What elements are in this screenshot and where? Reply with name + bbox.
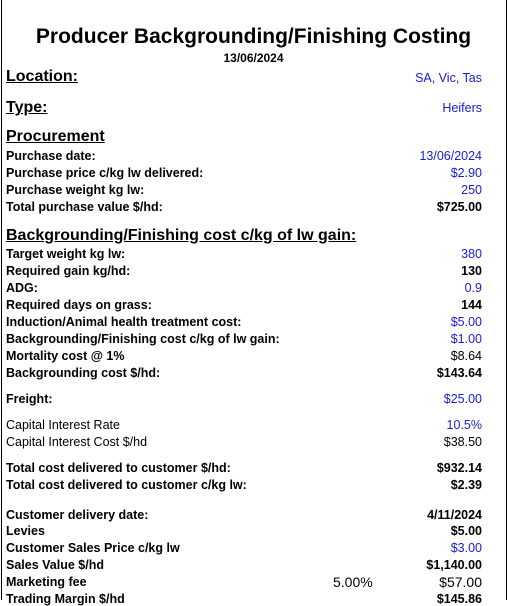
delivery-date-label: Customer delivery date: — [6, 508, 149, 522]
purchase-date-label: Purchase date: — [6, 149, 96, 163]
delivery-date-value: 4/11/2024 — [427, 508, 482, 522]
mortality-label: Mortality cost @ 1% — [6, 349, 125, 363]
capital-cost-label: Capital Interest Cost $/hd — [6, 435, 148, 449]
page-title: Producer Backgrounding/Finishing Costing — [35, 25, 472, 48]
levies-value: $5.00 — [450, 524, 482, 538]
total-per-hd-value: $932.14 — [436, 461, 482, 475]
target-weight-value[interactable]: 380 — [461, 247, 482, 261]
sales-value-label: Sales Value $/hd — [6, 558, 104, 572]
purchase-weight-label: Purchase weight kg lw: — [6, 183, 145, 197]
marketing-fee-pct[interactable]: 5.00% — [333, 574, 373, 590]
trading-margin-label: Trading Margin $/hd — [6, 592, 125, 606]
type-value[interactable]: Heifers — [442, 101, 482, 115]
induction-label: Induction/Animal health treatment cost: — [6, 315, 242, 329]
sales-price-value[interactable]: $3.00 — [450, 541, 482, 555]
required-gain-value: 130 — [461, 264, 482, 278]
type-label: Type: — [6, 99, 48, 116]
adg-value[interactable]: 0.9 — [464, 281, 482, 295]
location-label: Location: — [6, 68, 78, 85]
capital-cost-value: $38.50 — [443, 435, 482, 449]
freight-label: Freight: — [6, 392, 53, 406]
capital-rate-value[interactable]: 10.5% — [446, 418, 482, 432]
required-days-value: 144 — [461, 298, 482, 312]
total-per-hd-label: Total cost delivered to customer $/hd: — [6, 461, 231, 475]
total-per-kg-label: Total cost delivered to customer c/kg lw: — [6, 478, 247, 492]
bg-cost-hd-label: Backgrounding cost $/hd: — [6, 366, 161, 380]
sales-value-value: $1,140.00 — [426, 558, 482, 572]
freight-value[interactable]: $25.00 — [443, 392, 482, 406]
total-purchase-label: Total purchase value $/hd: — [6, 200, 163, 214]
purchase-price-label: Purchase price c/kg lw delivered: — [6, 166, 204, 180]
required-gain-label: Required gain kg/hd: — [6, 264, 131, 278]
bg-cost-ckg-value[interactable]: $1.00 — [450, 332, 482, 346]
report-date: 13/06/2024 — [223, 51, 284, 65]
levies-label: Levies — [6, 524, 45, 538]
marketing-fee-value: $57.00 — [439, 574, 482, 590]
sales-price-label: Customer Sales Price c/kg lw — [6, 541, 180, 555]
backgrounding-heading: Backgrounding/Finishing cost c/kg of lw gain: — [6, 227, 357, 244]
bg-cost-hd-value: $143.64 — [436, 366, 482, 380]
total-per-kg-value: $2.39 — [450, 478, 482, 492]
target-weight-label: Target weight kg lw: — [6, 247, 126, 261]
purchase-weight-value[interactable]: 250 — [461, 183, 482, 197]
total-purchase-value: $725.00 — [436, 200, 482, 214]
required-days-label: Required days on grass: — [6, 298, 152, 312]
purchase-price-value[interactable]: $2.90 — [450, 166, 482, 180]
adg-label: ADG: — [6, 281, 38, 295]
induction-value[interactable]: $5.00 — [450, 315, 482, 329]
location-value[interactable]: SA, Vic, Tas — [415, 71, 482, 85]
procurement-heading: Procurement — [6, 128, 105, 145]
marketing-fee-label: Marketing fee — [6, 575, 87, 589]
bg-cost-ckg-label: Backgrounding/Finishing cost c/kg of lw gain: — [6, 332, 280, 346]
mortality-value: $8.64 — [450, 349, 482, 363]
capital-rate-label: Capital Interest Rate — [6, 418, 120, 432]
purchase-date-value[interactable]: 13/06/2024 — [419, 149, 482, 163]
trading-margin-value: $145.86 — [436, 592, 482, 606]
